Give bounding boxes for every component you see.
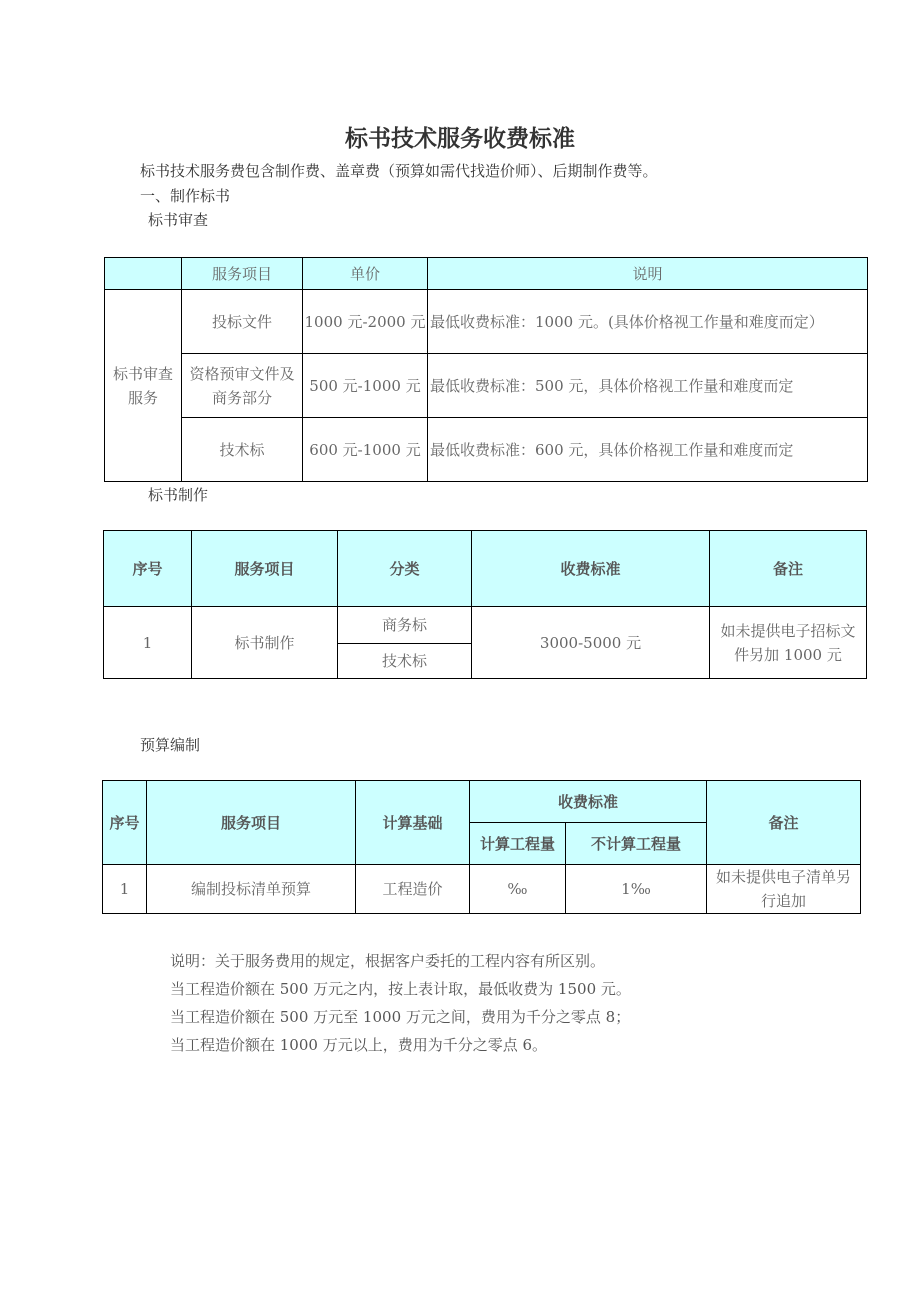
subsection-make: 标书制作 xyxy=(148,486,209,504)
header-cell: 计算工程量 xyxy=(470,823,566,865)
header-cell: 服务项目 xyxy=(182,258,303,290)
budget-table xyxy=(102,780,861,914)
table-row xyxy=(105,354,868,418)
review-table xyxy=(104,257,868,482)
fee-without-cell: 1‰ xyxy=(566,865,707,914)
table-header-row xyxy=(105,258,868,290)
category-cell: 商务标 xyxy=(338,607,472,644)
service-item: 编制投标清单预算 xyxy=(147,865,356,914)
header-cell: 服务项目 xyxy=(147,781,356,865)
table-row xyxy=(103,865,861,914)
table-header-row xyxy=(104,531,867,607)
header-cell: 不计算工程量 xyxy=(566,823,707,865)
table-header-row xyxy=(103,781,861,823)
price-cell: 600 元-1000 元 xyxy=(303,418,428,482)
fee-with-cell: ‰ xyxy=(470,865,566,914)
remark-cell: 如未提供电子招标文件另加 1000 元 xyxy=(710,607,867,679)
header-cell: 备注 xyxy=(707,781,861,865)
group-label: 标书审查服务 xyxy=(105,290,182,482)
row-number: 1 xyxy=(103,865,147,914)
note-line: 当工程造价额在 1000 万元以上，费用为千分之零点 6。 xyxy=(170,1036,548,1054)
table-row xyxy=(104,607,867,644)
service-item: 标书制作 xyxy=(192,607,338,679)
header-cell: 收费标准 xyxy=(472,531,710,607)
header-cell: 备注 xyxy=(710,531,867,607)
price-cell: 500 元-1000 元 xyxy=(303,354,428,418)
basis-cell: 工程造价 xyxy=(356,865,470,914)
row-number: 1 xyxy=(104,607,192,679)
table-row xyxy=(105,418,868,482)
fee-cell: 3000-5000 元 xyxy=(472,607,710,679)
service-item: 投标文件 xyxy=(182,290,303,354)
desc-cell: 最低收费标准：1000 元。(具体价格视工作量和难度而定） xyxy=(428,290,868,354)
note-line: 说明：关于服务费用的规定，根据客户委托的工程内容有所区别。 xyxy=(170,952,606,970)
note-line: 当工程造价额在 500 万元至 1000 万元之间，费用为千分之零点 8； xyxy=(170,1008,631,1026)
service-item: 资格预审文件及商务部分 xyxy=(182,354,303,418)
header-cell: 序号 xyxy=(103,781,147,865)
table-row xyxy=(105,290,868,354)
header-cell: 说明 xyxy=(428,258,868,290)
category-cell: 技术标 xyxy=(338,644,472,679)
subsection-budget: 预算编制 xyxy=(140,736,201,754)
header-cell: 分类 xyxy=(338,531,472,607)
remark-cell: 如未提供电子清单另行追加 xyxy=(707,865,861,914)
section-heading: 一、制作标书 xyxy=(140,187,231,205)
header-cell: 单价 xyxy=(303,258,428,290)
page-title: 标书技术服务收费标准 xyxy=(345,125,575,152)
header-cell: 服务项目 xyxy=(192,531,338,607)
service-item: 技术标 xyxy=(182,418,303,482)
make-table xyxy=(103,530,867,679)
subsection-review: 标书审查 xyxy=(148,211,209,229)
desc-cell: 最低收费标准：600 元，具体价格视工作量和难度而定 xyxy=(428,418,868,482)
header-cell: 收费标准 xyxy=(470,781,707,823)
header-cell: 计算基础 xyxy=(356,781,470,865)
intro-text: 标书技术服务费包含制作费、盖章费（预算如需代找造价师）、后期制作费等。 xyxy=(140,162,658,180)
header-cell: 序号 xyxy=(104,531,192,607)
price-cell: 1000 元-2000 元 xyxy=(303,290,428,354)
note-line: 当工程造价额在 500 万元之内，按上表计取，最低收费为 1500 元。 xyxy=(170,980,631,998)
desc-cell: 最低收费标准：500 元，具体价格视工作量和难度而定 xyxy=(428,354,868,418)
header-cell xyxy=(105,258,182,290)
